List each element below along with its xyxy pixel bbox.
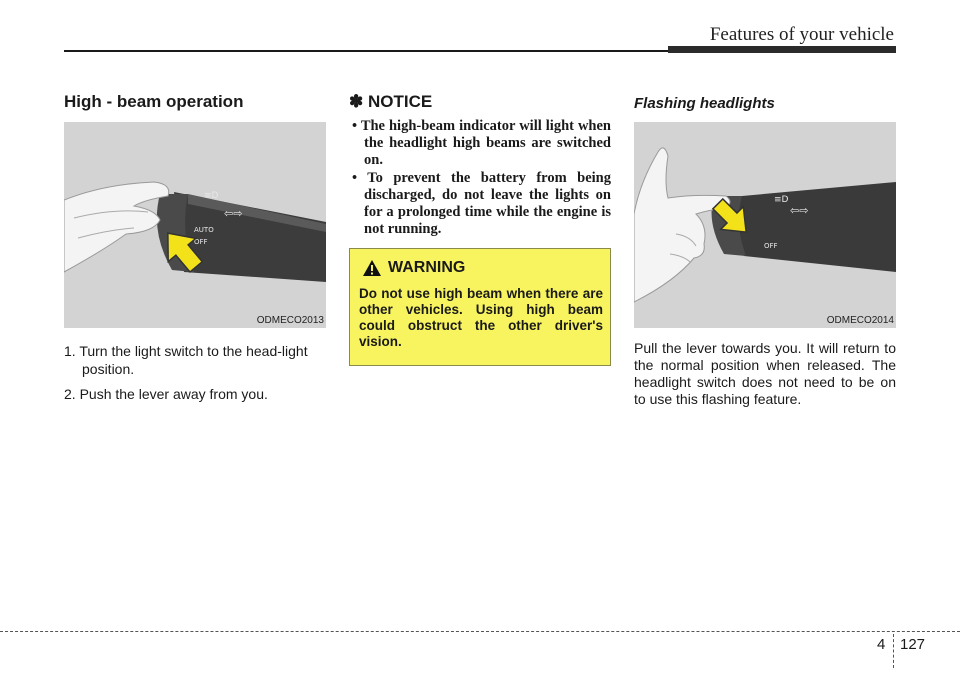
svg-text:AUTO: AUTO [194, 226, 214, 234]
warning-box [349, 248, 611, 366]
column-high-beam [64, 92, 326, 410]
list-item: 1. Turn the light switch to the head-light position. [64, 343, 308, 377]
list-item: 2. Push the lever away from you. [64, 386, 268, 402]
photo-high-beam [64, 122, 326, 328]
header-rule [64, 50, 668, 52]
header-title: Features of your vehicle [709, 24, 894, 45]
column-flashing [634, 92, 896, 408]
photo-flashing [634, 122, 896, 328]
page-number: 127 [900, 636, 926, 653]
list-item: • The high-beam indicator will light when the headlight high beams are switched on. [352, 118, 611, 168]
svg-text:⇦⇨: ⇦⇨ [790, 204, 809, 217]
column-notice [349, 92, 611, 239]
header-bar [668, 46, 896, 53]
steps-list [64, 342, 326, 403]
svg-text:≡D: ≡D [774, 195, 789, 205]
footer-rule [0, 631, 960, 632]
warning-title: WARNING [388, 259, 466, 276]
chapter-number: 4 [877, 636, 886, 653]
svg-text:⇦⇨: ⇦⇨ [224, 207, 243, 220]
warning-triangle-icon [362, 259, 382, 277]
notice-title: ✽ NOTICE [349, 92, 433, 111]
svg-text:OFF: OFF [764, 242, 778, 250]
photo-code: ODMECO2013 [256, 315, 324, 326]
lever-pull-illustration [634, 122, 896, 328]
flashing-description: Pull the lever towards you. It will return to the normal position when released. The headlight switch does not need to be on to use this flashing feature. [634, 340, 896, 407]
list-item: • To prevent the battery from being discharged, do not leave the lights on for a prolonged time while the engine is not running. [352, 170, 611, 237]
warning-text: Do not use high beam when there are other vehicles. Using high beam could obstruct the other driver's vision. [359, 286, 603, 349]
footer-separator [893, 634, 894, 668]
svg-text:OFF: OFF [194, 238, 208, 246]
warning-header [362, 259, 465, 277]
svg-text:≡D: ≡D [204, 191, 219, 201]
photo-code: ODMECO2014 [826, 315, 894, 326]
section-heading-high-beam: High - beam operation [64, 92, 244, 111]
section-heading-flashing: Flashing headlights [634, 95, 775, 112]
lever-push-illustration [64, 122, 326, 328]
notice-list [349, 118, 611, 238]
